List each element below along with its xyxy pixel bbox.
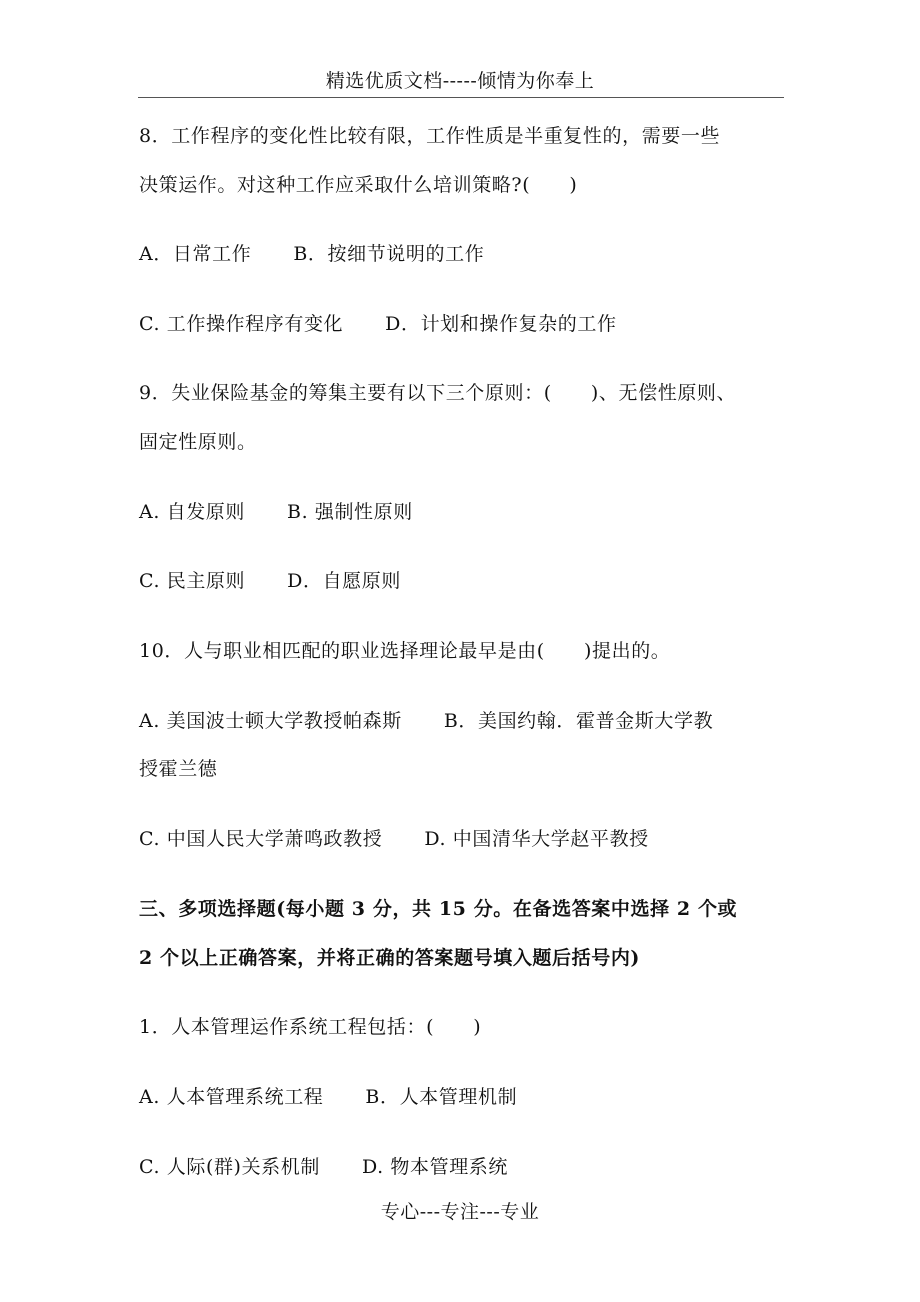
q8-stem-line2: 决策运作。对这种工作应采取什么培训策略?( ) <box>139 174 578 196</box>
q10-option-b: B．美国约翰．霍普金斯大学教 <box>443 710 714 732</box>
mq1-option-c: C. 人际(群)关系机制 <box>139 1156 320 1178</box>
q8-stem-line1: 8．工作程序的变化性比较有限，工作性质是半重复性的，需要一些 <box>139 125 721 147</box>
q8-options-ab <box>139 242 484 266</box>
q10-options-cd <box>139 827 649 851</box>
section3-heading-line1: 三、多项选择题(每小题 3 分，共 15 分。在备选答案中选择 2 个或 <box>139 898 738 920</box>
page-header: 精选优质文档-----倾情为你奉上 <box>325 70 595 92</box>
q9-options-cd <box>139 569 401 593</box>
q10-option-b-continued: 授霍兰德 <box>139 758 218 780</box>
mq1-option-d: D. 物本管理系统 <box>361 1156 509 1178</box>
section3-heading-line2: 2 个以上正确答案，并将正确的答案题号填入题后括号内) <box>139 947 641 969</box>
q10-stem: 10．人与职业相匹配的职业选择理论最早是由( )提出的。 <box>139 640 671 662</box>
mq1-option-b: B．人本管理机制 <box>365 1086 518 1108</box>
mq1-stem: 1．人本管理运作系统工程包括：( ) <box>139 1016 482 1038</box>
q8-option-b: B．按细节说明的工作 <box>293 243 485 265</box>
q10-option-c: C. 中国人民大学萧鸣政教授 <box>139 828 383 850</box>
q10-options-ab <box>139 709 713 733</box>
q9-stem-line2: 固定性原则。 <box>139 431 257 453</box>
q8-option-d: D．计划和操作复杂的工作 <box>385 313 617 335</box>
header-divider <box>138 97 784 98</box>
q9-stem-line1: 9．失业保险基金的筹集主要有以下三个原则：( )、无偿性原则、 <box>139 382 737 404</box>
q10-option-a: A. 美国波士顿大学教授帕森斯 <box>139 710 402 732</box>
q8-option-c: C. 工作操作程序有变化 <box>139 313 344 335</box>
q9-option-b: B. 强制性原则 <box>287 501 413 523</box>
mq1-options-cd <box>139 1155 508 1179</box>
mq1-option-a: A. 人本管理系统工程 <box>139 1086 324 1108</box>
q10-option-d: D. 中国清华大学赵平教授 <box>424 828 649 850</box>
q9-option-c: C. 民主原则 <box>139 570 246 592</box>
q8-option-a: A．日常工作 <box>139 243 252 265</box>
q9-option-a: A. 自发原则 <box>139 501 246 523</box>
q8-options-cd <box>139 312 617 336</box>
q9-option-d: D．自愿原则 <box>287 570 401 592</box>
q9-options-ab <box>139 500 413 524</box>
page-footer: 专心---专注---专业 <box>380 1201 540 1223</box>
mq1-options-ab <box>139 1085 517 1109</box>
